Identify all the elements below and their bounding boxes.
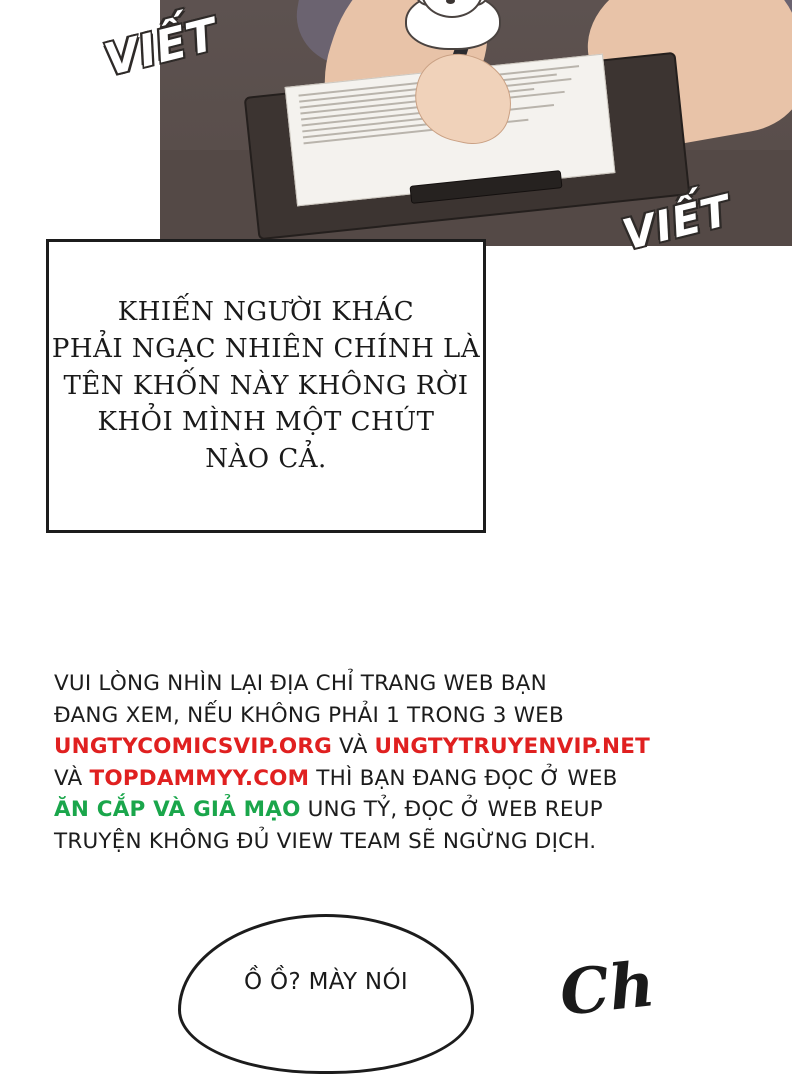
sfx-viet-left: VIẾT [99,8,223,87]
site-link-2[interactable]: UNGTYTRUYENVIP.NET [374,734,650,760]
dialogue-line-5: NÀO CẢ. [205,444,327,475]
site-link-3[interactable]: TOPDAMMYY.COM [89,765,310,791]
bottom-bubble-text: Ồ Ồ? MÀY NÓI [244,969,408,995]
notice-line-3 [54,731,754,763]
notice-warning: ĂN CẮP VÀ GIẢ MẠO [54,797,301,823]
dialogue-box [46,239,486,533]
notice-line-6: TRUYỆN KHÔNG ĐỦ VIEW TEAM SẼ NGỪNG DỊCH. [54,828,597,854]
dialogue-line-2: PHẢI NGẠC NHIÊN CHÍNH LÀ [51,333,481,364]
dog-icon [395,0,505,52]
notice-conj-1: VÀ [332,734,375,760]
notice-line-5 [54,794,754,826]
dialogue-line-4: KHỎI MÌNH MỘT CHÚT [97,407,435,438]
site-link-1[interactable]: UNGTYCOMICSVIP.ORG [54,734,332,760]
notice-line-2: ĐANG XEM, NẾU KHÔNG PHẢI 1 TRONG 3 WEB [54,702,564,728]
sfx-viet-right: VIẾT [617,185,736,260]
dialogue-line-1: KHIẾN NGƯỜI KHÁC [117,296,415,327]
notice-conj-2: VÀ [54,765,90,791]
notice-line-4-tail: UNG TỶ, ĐỌC Ở WEB REUP [300,797,603,823]
dialogue-line-3: TÊN KHỐN NÀY KHÔNG RỜI [63,370,469,401]
notice-line-1: VUI LÒNG NHÌN LẠI ĐỊA CHỈ TRANG WEB BẠN [54,671,547,696]
notice-line-3-tail: THÌ BẠN ĐANG ĐỌC Ở WEB [309,765,618,791]
bottom-speech-bubble [178,914,474,1074]
bottom-sfx-text: Ch [556,947,658,1030]
notice-line-4 [54,763,754,795]
site-notice [54,668,754,858]
